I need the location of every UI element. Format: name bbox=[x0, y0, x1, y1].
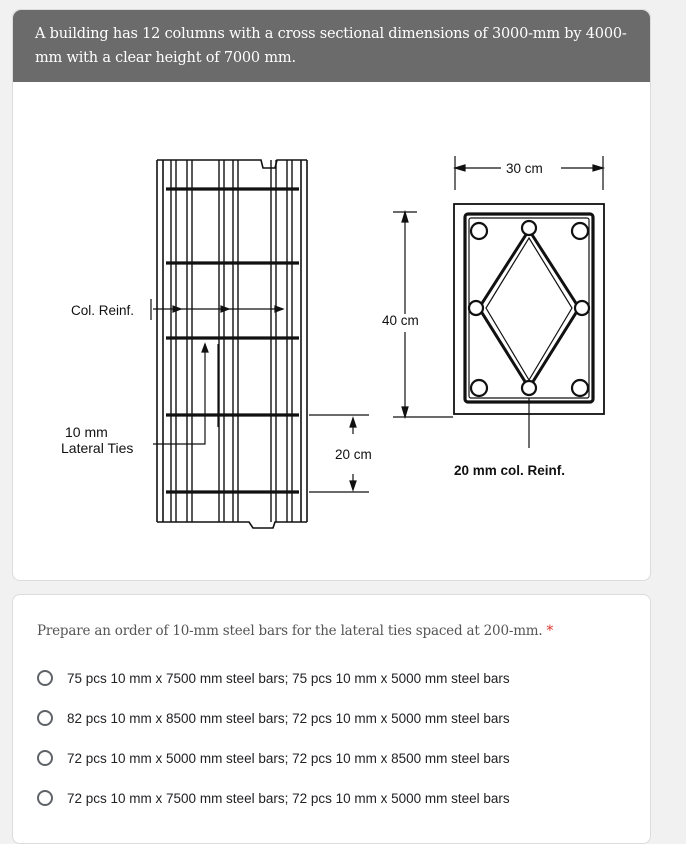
column-reinforcement-figure bbox=[13, 82, 651, 581]
label-tie-spacing: 20 cm bbox=[335, 447, 372, 462]
vertical-bars bbox=[171, 160, 292, 522]
column-cross-section bbox=[454, 204, 604, 414]
label-bar: 20 mm col. Reinf. bbox=[454, 463, 566, 478]
label-lateral-ties: Lateral Ties bbox=[61, 440, 134, 456]
label-height: 40 cm bbox=[382, 313, 419, 328]
question-label: Prepare an order of 10-mm steel bars for the lateral ties spaced at 200-mm. bbox=[37, 623, 543, 639]
radio-button-icon[interactable] bbox=[37, 670, 53, 686]
label-col-reinf: Col. Reinf. bbox=[71, 303, 135, 318]
option-3[interactable] bbox=[37, 744, 510, 772]
radio-button-icon[interactable] bbox=[37, 710, 53, 726]
question-card bbox=[12, 594, 651, 844]
option-label: 72 pcs 10 mm x 5000 mm steel bars; 72 pcs 10 mm x 8500 mm steel bars bbox=[67, 750, 510, 766]
required-mark: * bbox=[546, 623, 554, 639]
problem-card bbox=[12, 9, 651, 581]
column-elevation bbox=[157, 160, 307, 528]
problem-statement: A building has 12 columns with a cross sectional dimensions of 3000-mm by 4000-mm with a clear height of 7000 mm. bbox=[13, 10, 650, 82]
option-1[interactable] bbox=[37, 664, 510, 692]
option-label: 75 pcs 10 mm x 7500 mm steel bars; 75 pcs 10 mm x 5000 mm steel bars bbox=[67, 670, 510, 686]
option-label: 72 pcs 10 mm x 7500 mm steel bars; 72 pcs 10 mm x 5000 mm steel bars bbox=[67, 790, 510, 806]
option-label: 82 pcs 10 mm x 8500 mm steel bars; 72 pcs 10 mm x 5000 mm steel bars bbox=[67, 710, 510, 726]
option-2[interactable] bbox=[37, 704, 510, 732]
radio-button-icon[interactable] bbox=[37, 790, 53, 806]
radio-button-icon[interactable] bbox=[37, 750, 53, 766]
label-lateral-ties-size: 10 mm bbox=[65, 424, 108, 440]
label-width: 30 cm bbox=[506, 161, 543, 176]
question-text bbox=[37, 623, 553, 639]
option-4[interactable] bbox=[37, 784, 510, 812]
